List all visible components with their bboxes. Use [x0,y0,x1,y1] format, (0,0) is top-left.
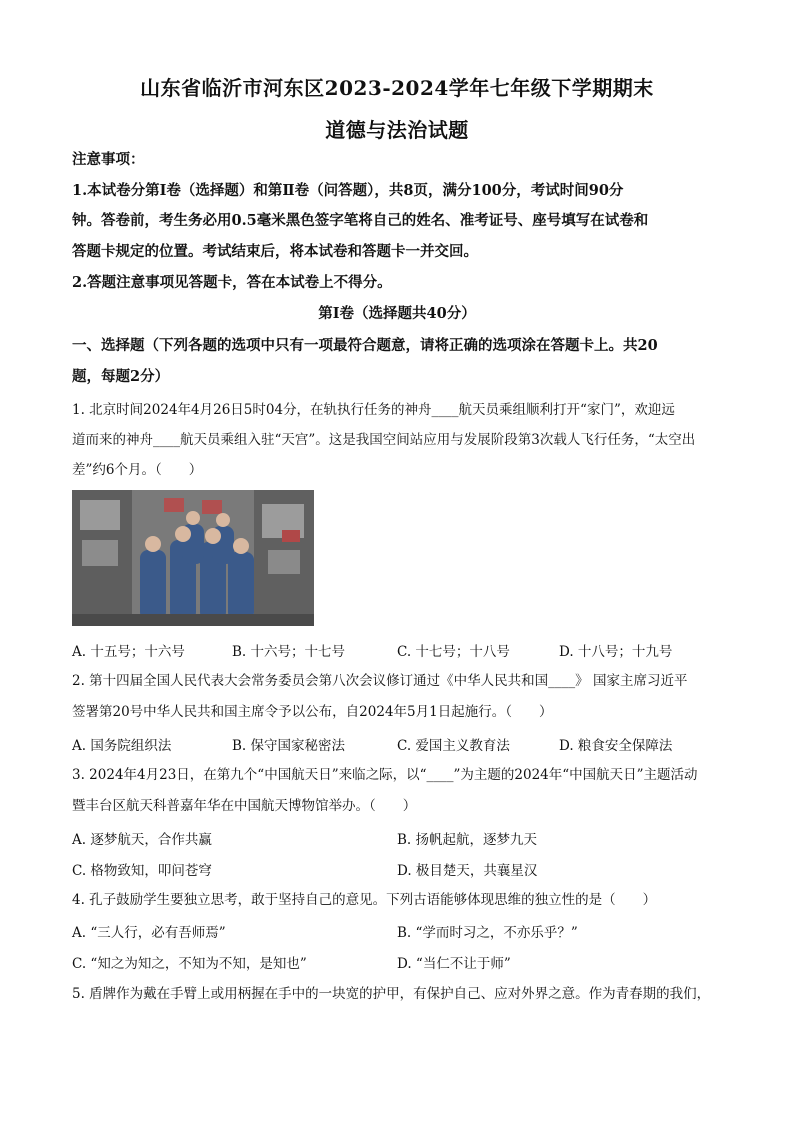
section-instruction: 一、选择题（下列各题的选项中只有一项最符合题意，请将正确的选项涂在答题卡上。共20 [72,337,658,354]
exam-subtitle: 道德与法治试题 [325,118,469,142]
question-4-text: 4. 孔子鼓励学生要独立思考，敢于坚持自己的意见。下列古语能够体现思维的独立性的是（ ） [72,892,657,908]
question-3-option-a: A. 逐梦航天，合作共赢 [72,832,212,848]
question-1-option-d: D. 十八号；十九号 [559,644,673,660]
question-2-option-d: D. 粮食安全保障法 [559,738,673,754]
question-2-text: 2. 第十四届全国人民代表大会常务委员会第八次会议修订通过《中华人民共和国____》 国家主席习近平 [72,673,688,689]
question-2-option-c: C. 爱国主义教育法 [397,738,510,754]
notice-line: 钟。答卷前，考生务必用0.5毫米黑色签字笔将自己的姓名、准考证号、座号填写在试卷和 [72,212,649,229]
question-4-option-d: D. “当仁不让于师” [397,956,511,972]
question-1-text: 差”约6个月。（ ） [72,462,203,478]
question-3-option-b: B. 扬帆起航，逐梦九天 [397,832,538,848]
question-1-option-b: B. 十六号；十七号 [232,644,346,660]
question-1-text: 1. 北京时间2024年4月26日5时04分，在轨执行任务的神舟____航天员乘组顺利打开“家门”，欢迎远 [72,402,675,418]
exam-title: 山东省临沂市河东区2023-2024学年七年级下学期期末 [140,76,654,100]
question-1-option-a: A. 十五号；十六号 [72,644,185,660]
section-title: 第Ⅰ卷（选择题共40分） [318,305,476,322]
question-2-option-b: B. 保守国家秘密法 [232,738,346,754]
question-3-option-c: C. 格物致知，叩问苍穹 [72,863,212,879]
question-1-option-c: C. 十七号；十八号 [397,644,510,660]
question-4-option-a: A. “三人行，必有吾师焉” [72,925,226,941]
question-1-text: 道而来的神舟____航天员乘组入驻“天宫”。这是我国空间站应用与发展阶段第3次载人飞行任务，“太空出 [72,432,696,448]
question-2-option-a: A. 国务院组织法 [72,738,172,754]
question-5-text: 5. 盾牌作为戴在手臂上或用柄握在手中的一块宽的护甲，有保护自己、应对外界之意。作为青春期的我们， [72,986,711,1002]
question-4-option-b: B. “学而时习之，不亦乐乎？” [397,925,578,941]
astronauts-photo [72,490,314,626]
question-2-text: 签署第20号中华人民共和国主席令予以公布，自2024年5月1日起施行。（ ） [72,704,553,720]
question-3-text: 3. 2024年4月23日，在第九个“中国航天日”来临之际，以“____”为主题的2024年“中国航天日”主题活动 [72,767,698,783]
question-4-option-c: C. “知之为知之，不知为不知，是知也” [72,956,307,972]
notice-line: 2.答题注意事项见答题卡，答在本试卷上不得分。 [72,274,392,291]
question-3-text: 暨丰台区航天科普嘉年华在中国航天博物馆举办。（ ） [72,798,417,814]
notice-heading: 注意事项： [72,151,145,168]
notice-line: 1.本试卷分第Ⅰ卷（选择题）和第Ⅱ卷（问答题），共8页，满分100分，考试时间90分 [72,182,624,199]
notice-line: 答题卡规定的位置。考试结束后，将本试卷和答题卡一并交回。 [72,243,478,260]
section-instruction: 题，每题2分） [72,368,170,385]
question-3-option-d: D. 极目楚天，共襄星汉 [397,863,538,879]
